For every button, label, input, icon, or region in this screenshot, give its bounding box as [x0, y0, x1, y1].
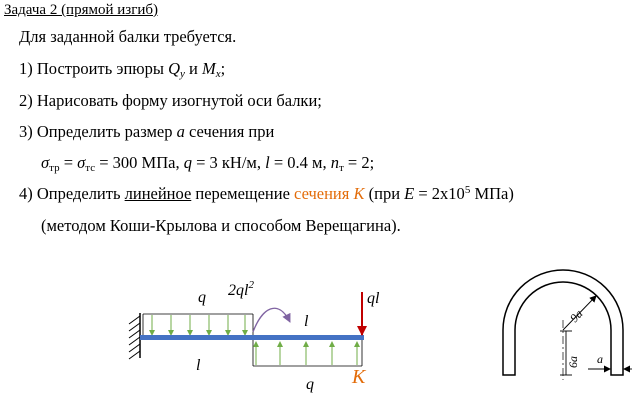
param-l-value: = 0.4 м, [269, 153, 331, 172]
param-n-sub: т [338, 162, 344, 174]
symbol-E: E [404, 184, 415, 203]
l-top-label: l [304, 313, 309, 330]
item-4-text: 4) Определить [19, 184, 125, 203]
symbol-a: a [176, 122, 185, 141]
E-exponent: 5 [464, 184, 471, 196]
moment-arrow [253, 308, 290, 332]
eq-sign: = [59, 153, 78, 172]
item-1-end: ; [220, 59, 226, 78]
point-K: K [352, 366, 366, 388]
thickness-label: a [597, 352, 603, 366]
sigma-tr: σ [41, 153, 50, 172]
subscript-y: y [180, 68, 185, 80]
q-bottom-label: q [306, 376, 314, 393]
param-sigma-value: = 300 МПа, [95, 153, 184, 172]
l-bottom-label: l [196, 357, 201, 374]
point-K-label: K [353, 184, 365, 203]
conj-and: и [184, 59, 202, 78]
word-linear: линейное [124, 184, 192, 203]
sigma-tc-sub: тс [85, 162, 96, 174]
force-label: ql [367, 290, 380, 307]
item-3-text: 3) Определить размер [19, 122, 177, 141]
sigma-tr-sub: тр [49, 162, 60, 174]
moment-label-exp: 2 [248, 279, 254, 291]
param-q: q [183, 153, 192, 172]
param-n-value: = 2; [343, 153, 375, 172]
item-2: 2) Нарисовать форму изогнутой оси балки; [19, 91, 322, 110]
item-3-end: сечения при [184, 122, 275, 141]
height-label: 6a [566, 356, 580, 368]
radius-label: 9a [567, 306, 586, 326]
param-q-value: = 3 кН/м, [191, 153, 266, 172]
item-4-post: (при [364, 184, 405, 203]
distributed-load-bottom [253, 340, 362, 366]
subscript-x: x [215, 68, 221, 80]
param-n: n [330, 153, 339, 172]
moment-label-text: 2ql [228, 282, 249, 299]
distributed-load-top [143, 314, 253, 336]
fixed-support [129, 313, 140, 359]
task-intro: Для заданной балки требуется. [19, 27, 237, 46]
item-1-text: 1) Построить эпюры [19, 59, 169, 78]
param-l: l [265, 153, 270, 172]
beam-diagram [129, 279, 380, 393]
sigma-tc: σ [77, 153, 86, 172]
E-value: = 2x10 [414, 184, 465, 203]
moment-label [228, 279, 254, 299]
item-4-mid: перемещение [191, 184, 295, 203]
item-4-method: (методом Коши-Крылова и способом Верещагина). [41, 216, 401, 235]
word-section: сечения [294, 184, 354, 203]
cross-section [503, 270, 632, 380]
beam [140, 335, 364, 340]
symbol-M: M [201, 59, 216, 78]
symbol-Q: Q [168, 59, 180, 78]
task-title: Задача 2 (прямой изгиб) [4, 2, 159, 18]
q-top-label: q [198, 289, 206, 306]
E-unit: МПа) [470, 184, 514, 203]
